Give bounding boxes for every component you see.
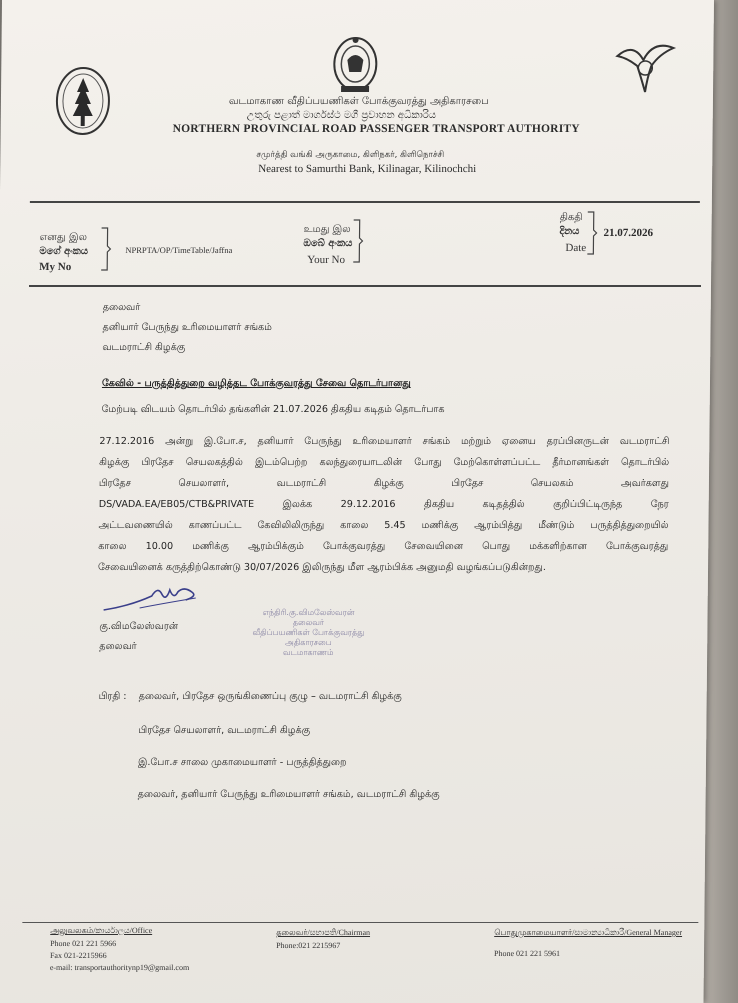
stamp-line: வீதிப்பயணிகள் போக்குவரத்து அதிகாரசபை [252, 628, 365, 647]
your-no-bracket-icon [351, 218, 363, 264]
date-bracket-icon [585, 210, 597, 256]
footer-chairman-label: தலைவர்/සභාපති/Chairman [276, 928, 371, 937]
bird-logo-icon [613, 38, 678, 94]
date-label-tamil: திகதி [559, 212, 583, 223]
handwritten-signature-icon [100, 578, 210, 616]
your-no-label-tamil: உமது இல [303, 224, 351, 235]
date-label-sinhala: දිනය [559, 226, 580, 237]
addressee-line1: தலைவர் [102, 302, 141, 313]
my-no-bracket-icon [99, 226, 111, 272]
footer-office-phone: Phone 021 221 5966 [50, 939, 117, 948]
body-line: கிழக்கு பிரதேச செயலகத்தில் இடம்பெற்ற கலந்துரையாடலின் போது மேற்கொள்ளப்பட்ட தீர்மானங்கள் தொடர்பில் [99, 457, 670, 468]
reference-line: மேற்படி விடயம் தொடர்பில் தங்களின் 21.07.2026 திகதிய கடிதம் தொடர்பாக [101, 404, 445, 415]
authority-left-logo-icon [53, 64, 114, 138]
my-no-value: NPRPTA/OP/TimeTable/Jaffna [125, 245, 233, 255]
footer-chairman-phone: Phone:021 2215967 [276, 941, 341, 950]
body-line: காலை 10.00 மணிக்கு ஆரம்பிக்கும் போக்குவரத்து சேவையினை பொது மக்களிற்கான போக்குவரத்து [98, 541, 669, 552]
signatory-title: தலைவர் [99, 641, 137, 652]
my-no-label-english: My No [39, 261, 72, 273]
stamp-line: எந்திரி.கு.விமலேஸ்வரன் [262, 608, 355, 617]
my-no-label-tamil: எனது இல [39, 232, 87, 243]
copy-item: பிரதேச செயலாளர், வடமராட்சி கிழக்கு [138, 725, 311, 736]
stamp-line: வடமாகாணம் [282, 648, 334, 657]
addressee-line3: வடமராட்சி கிழக்கு [102, 342, 186, 353]
org-name-english: NORTHERN PROVINCIAL ROAD PASSENGER TRANSPORT AUTHORITY [172, 123, 580, 135]
footer-office-fax: Fax 021-2215966 [49, 951, 107, 960]
footer-gm-label: பொதுமுகாமையாளர்/සාමාන්‍යාධිකාරී/General Manager [494, 928, 683, 937]
addressee-line2: தனியார் பேருந்து உரிமையாளர் சங்கம் [102, 322, 272, 333]
copy-item: தலைவர், தனியார் பேருந்து உரிமையாளர் சங்கம், வடமராட்சி கிழக்கு [137, 789, 440, 800]
body-line: 27.12.2016 அன்று இ.போ.ச, தனியார் பேருந்து உரிமையாளர் சங்கம் மற்றும் ஏனைய தரப்பினருடன் வடமராட்சி [99, 436, 670, 447]
body-line: DS/VADA.EA/EB05/CTB&PRIVATE இலக்க 29.12.2016 திகதிய கடிதத்தில் குறிப்பிட்டிருந்த நேர [98, 499, 669, 510]
stamp-line: தலைவர் [292, 618, 325, 627]
org-name-sinhala: උතුරු පළාත් මාර්ගස්ථ මගී ප්‍රවාහන අධිකාරිය [246, 110, 437, 121]
date-value: 21.07.2026 [603, 227, 654, 239]
signatory-name: கு.விமலேஸ்வரன் [99, 621, 179, 632]
body-line: பிரதேச செயலாளர், வடமராட்சி கிழக்கு பிரதேச செயலகம் அவர்களது [98, 478, 669, 489]
footer-office-label: அலுவலகம்/කාර්යාලය/Office [50, 926, 153, 935]
official-stamp [233, 608, 384, 658]
your-no-label-english: Your No [307, 254, 346, 266]
body-line: அட்டவணையில் காணப்பட்ட கேவிலிலிருந்து காலை 5.45 மணிக்கு ஆரம்பித்து மீண்டும் பருத்தித்துறையில் [98, 520, 669, 531]
header-top-rule [30, 201, 700, 203]
org-name-tamil: வடமாகாண வீதிப்பயணிகள் போக்குவரத்து அதிகாரசபை [228, 96, 489, 107]
your-no-label-sinhala: ඔබේ අංකය [303, 238, 353, 249]
footer-rule [22, 922, 698, 923]
date-label-english: Date [565, 242, 587, 254]
my-no-label-sinhala: මගේ අංකය [39, 246, 89, 257]
state-emblem-icon [331, 34, 380, 96]
body-line: சேவையினைக் கருத்திற்கொண்டு 30/07/2026 இலிருந்து மீள ஆரம்பிக்க அனுமதி வழங்கப்படுகின்றது. [97, 562, 546, 573]
copy-item: தலைவர், பிரதேச ஒருங்கிணைப்பு குழு – வடமராட்சி கிழக்கு [138, 691, 402, 702]
header-bottom-rule [29, 285, 701, 287]
subject-line: கேவில் - பருத்தித்துறை வழித்தட போக்குவரத்து சேவை தொடர்பானது [101, 378, 411, 389]
address-tamil: சமுர்த்தி வங்கி அருகாமை, கிளிநகர், கிளிநொச்சி [256, 150, 445, 160]
address-english: Nearest to Samurthi Bank, Kilinagar, Kilinochchi [258, 163, 477, 175]
footer-office-email: e-mail: transportauthoritynp19@gmail.com [49, 963, 190, 972]
copies-label: பிரதி : [98, 691, 127, 702]
body-paragraph [98, 431, 670, 578]
copy-item: இ.போ.ச சாலை முகாமையாளர் - பருத்தித்துறை [137, 757, 347, 768]
footer-gm-phone: Phone 021 221 5961 [493, 949, 561, 958]
